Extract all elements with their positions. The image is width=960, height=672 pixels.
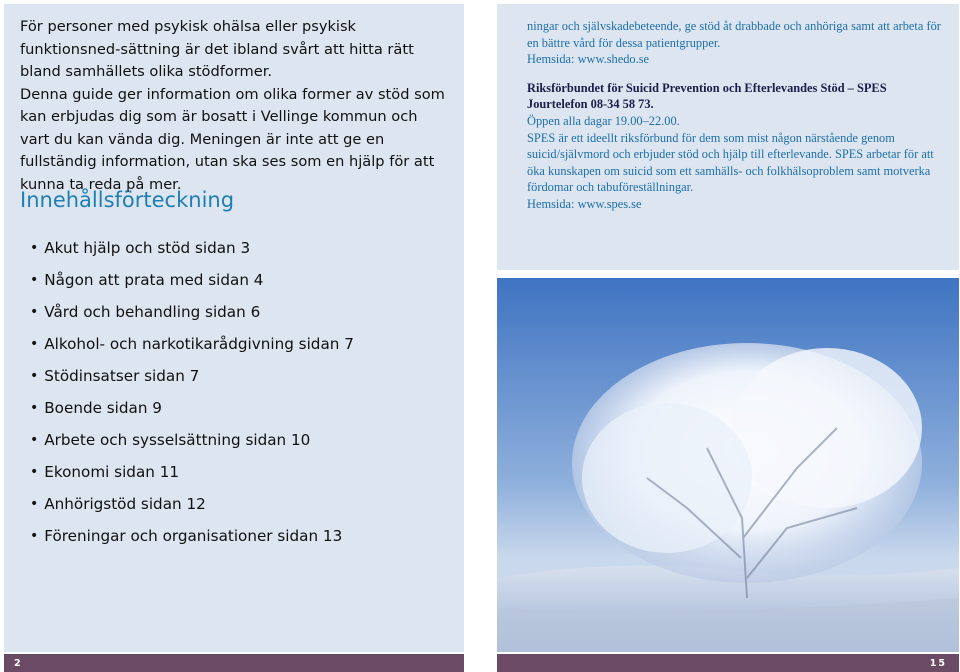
footer-bar-left: [4, 654, 464, 672]
bullet-icon: •: [30, 400, 39, 416]
toc-item-label: Ekonomi sidan 11: [44, 463, 180, 481]
spes-hours: Öppen alla dagar 19.00–22.00.: [527, 113, 680, 128]
left-page-panel: [4, 4, 464, 652]
page-number-right: 15: [929, 657, 947, 669]
toc-heading: Innehållsförteckning: [20, 188, 235, 212]
page-number-left: 2: [14, 657, 21, 669]
bullet-icon: •: [30, 272, 39, 288]
toc-item-label: Arbete och sysselsättning sidan 10: [44, 431, 311, 449]
bullet-icon: •: [30, 496, 39, 512]
intro-paragraph-2: Denna guide ger information om olika former av stöd som kan erbjudas dig som är bosatt i Vellinge kommun och vart du kan vända dig. Meningen är inte att ge en fullständig information, utan ska ses som en hjälp för att kunna ta reda på mer.: [20, 85, 445, 193]
toc-item-label: Stödinsatser sidan 7: [44, 367, 200, 385]
toc-item-label: Någon att prata med sidan 4: [44, 271, 264, 289]
frosted-tree-photo: [497, 278, 959, 652]
right-info-box: [497, 4, 959, 270]
toc-item: [30, 264, 354, 296]
spes-phone: Jourtelefon 08-34 58 73.: [527, 97, 654, 112]
bullet-icon: •: [30, 304, 39, 320]
toc-item: [30, 456, 354, 488]
bullet-icon: •: [30, 432, 39, 448]
toc-item-label: Akut hjälp och stöd sidan 3: [44, 239, 251, 257]
toc-item: [30, 424, 354, 456]
toc-item-label: Föreningar och organisationer sidan 13: [44, 527, 343, 545]
bullet-icon: •: [30, 240, 39, 256]
toc-item: [30, 296, 354, 328]
toc-item: [30, 488, 354, 520]
toc-list: [30, 232, 354, 552]
footer-bar-right: [497, 654, 959, 672]
bullet-icon: •: [30, 368, 39, 384]
shedo-website: Hemsida: www.shedo.se: [527, 52, 650, 67]
toc-item: [30, 520, 354, 552]
spes-title: Riksförbundet för Suicid Prevention och Efterlevandes Stöd – SPES: [527, 80, 887, 95]
toc-item: [30, 360, 354, 392]
shedo-text: ningar och självskadebeteende, ge stöd åt drabbade och anhöriga samt att arbeta för en bättre vård för dessa patientgrupper.: [527, 19, 941, 50]
toc-item: [30, 328, 354, 360]
bullet-icon: •: [30, 464, 39, 480]
spes-description: SPES är ett ideellt riksförbund för dem som mist någon närstående genom suicid/självmord och erbjuder stöd och hjälp till efterlevande. SPES arbetar för att öka kunskapen om suicid som ett samhälls- och folkhälsoproblem samt motverka fördomar och tabuföreställningar.: [527, 130, 934, 195]
toc-item-label: Alkohol- och narkotikarådgivning sidan 7: [44, 335, 354, 353]
intro-text: [20, 16, 450, 196]
info-text: [527, 18, 947, 213]
toc-item-label: Boende sidan 9: [44, 399, 162, 417]
toc-item: [30, 232, 354, 264]
toc-item-label: Vård och behandling sidan 6: [44, 303, 261, 321]
bullet-icon: •: [30, 336, 39, 352]
intro-paragraph-1: För personer med psykisk ohälsa eller psykisk funktionsned-sättning är det ibland svårt att hitta rätt bland samhällets olika stödformer.: [20, 18, 414, 80]
spes-website: Hemsida: www.spes.se: [527, 196, 642, 211]
toc-item-label: Anhörigstöd sidan 12: [44, 495, 206, 513]
bullet-icon: •: [30, 528, 39, 544]
toc-item: [30, 392, 354, 424]
